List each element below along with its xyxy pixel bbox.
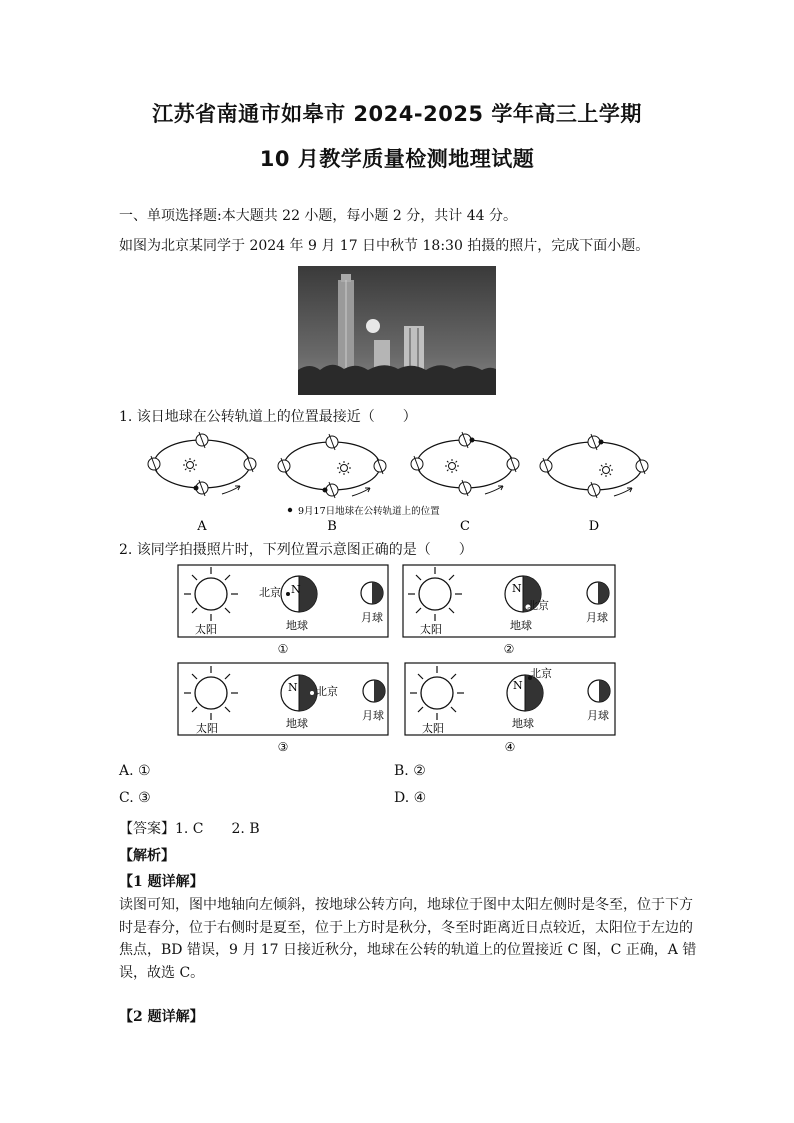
analysis-heading: 【解析】 [119,848,175,864]
answer-line: 【答案】1. C 2. B [119,821,260,837]
moon-icon [588,680,610,702]
option-c[interactable]: C. ③ [119,790,151,806]
option-b[interactable]: B. ② [394,763,426,779]
sun-icon [599,463,613,477]
title-line-2: 10 月教学质量检测地理试题 [259,147,535,171]
title-line-1: 江苏省南通市如皋市 2024-2025 学年高三上学期 [152,102,642,126]
sun-icon [445,459,459,473]
sun-label: 太阳 [422,722,444,735]
moon-icon [587,582,609,604]
panel-number-1: ① [277,642,289,656]
moon-label: 月球 [586,611,608,624]
earth-icon [326,434,338,450]
moon-label: 月球 [362,709,384,722]
orbit-option-b [278,434,386,498]
earth-icon [244,456,256,472]
panel-2 [403,565,615,656]
earth-icon [588,434,600,450]
moon-icon [361,582,383,604]
earth-icon [326,482,338,498]
earth-label: 地球 [286,619,308,632]
earth-label: 地球 [286,717,308,730]
orbit-diagrams [140,430,660,535]
question-2-stem: 2. 该同学拍摄照片时，下列位置示意图正确的是（ ） [119,542,473,558]
earth-label: 地球 [512,717,534,730]
north-label: N [513,679,523,692]
panel-number-3: ③ [277,740,289,754]
earth-label: 地球 [510,619,532,632]
panel-number-4: ④ [504,740,516,754]
position-diagrams [175,562,620,757]
orbit-label-a: A [197,519,207,534]
explanation-text: 读图可知，图中地轴向左倾斜，按地球公转方向，地球位于图中太阳左侧时是冬至，位于下方时是春分，位于右侧时是夏至，位于上方时是秋分，冬至时距离近日点较近，太阳位于左边的焦点，BD 错误，9 月 17 日接近秋分，地球在公转的轨道上的位置接近 C 图，C 正确，A 错误，故选 C。 [119,897,697,981]
earth-icon [196,432,208,448]
sun-label: 太阳 [195,623,217,636]
panel-number-2: ② [503,642,515,656]
section-heading: 一、单项选择题:本大题共 22 小题，每小题 2 分，共计 44 分。 [119,208,517,224]
moon-label: 月球 [361,611,383,624]
panel-3 [178,663,388,754]
orbit-label-c: C [460,519,470,534]
detail-1-heading: 【1 题详解】 [119,874,204,890]
question-1-stem: 1. 该日地球在公转轨道上的位置最接近（ ） [119,409,417,425]
legend-dot [288,508,292,512]
north-label: N [512,582,522,595]
earth-icon [411,456,423,472]
option-a[interactable]: A. ① [119,763,151,779]
intro-text: 如图为北京某同学于 2024 年 9 月 17 日中秋节 18:30 拍摄的照片，完成下面小题。 [119,238,650,254]
moon-in-photo [366,319,380,333]
panel-1 [178,565,388,656]
earth-icon [459,432,471,448]
beijing-label: 北京 [316,685,338,698]
earth-icon [148,456,160,472]
option-d[interactable]: D. ④ [394,790,427,806]
earth-icon [636,458,648,474]
orbit-legend: 9月17日地球在公转轨道上的位置 [298,506,440,517]
detail-2-heading: 【2 题详解】 [119,1009,204,1025]
sun-label: 太阳 [196,722,218,735]
beijing-label: 北京 [527,599,549,612]
moon-icon [363,680,385,702]
sun-label: 太阳 [420,623,442,636]
earth-icon [588,482,600,498]
orbit-label-b: B [327,519,337,534]
earth-icon [507,456,519,472]
orbit-option-a [148,432,256,496]
orbit-option-d [540,434,648,498]
north-label: N [291,583,301,596]
earth-icon [374,458,386,474]
sun-icon [183,458,197,472]
moon-label: 月球 [587,709,609,722]
panel-4 [405,663,615,754]
earth-icon [459,480,471,496]
orbit-label-d: D [588,519,600,534]
orbit-option-c [411,432,519,496]
beijing-label: 北京 [530,667,552,680]
earth-icon [540,458,552,474]
city-photo [298,266,496,395]
sun-icon [337,461,351,475]
earth-icon [278,458,290,474]
beijing-label: 北京 [259,586,281,599]
north-label: N [288,681,298,694]
